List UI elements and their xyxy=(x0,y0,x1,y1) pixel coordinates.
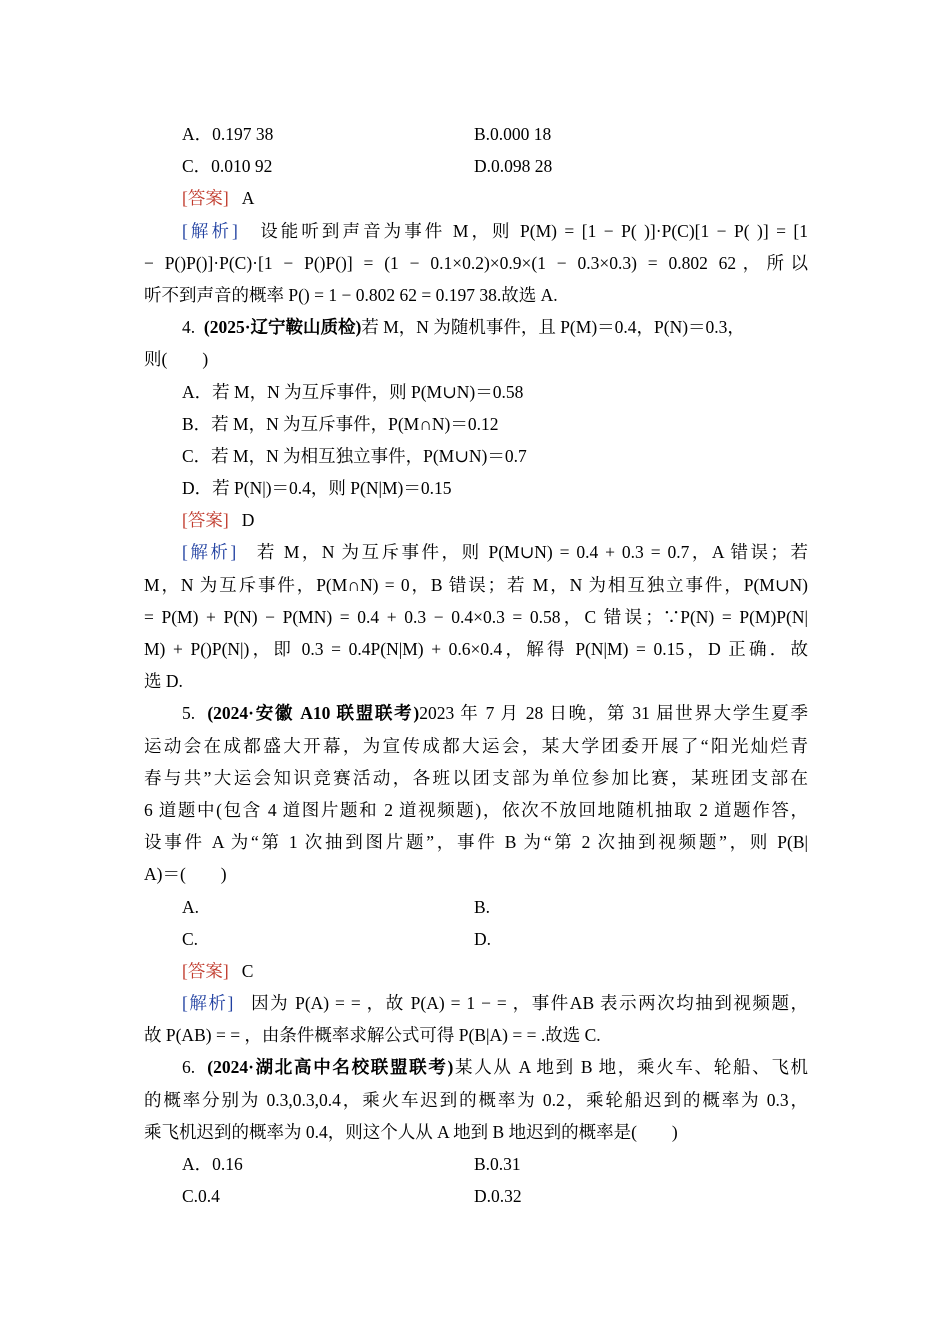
q3-answer xyxy=(144,182,808,214)
q6-stem-line-1 xyxy=(144,1051,808,1083)
q5-stem-line-6: A)＝( ) xyxy=(144,864,227,885)
question-number: 5. xyxy=(182,703,196,724)
q6-options-row-1 xyxy=(144,1148,808,1180)
q5-stem-line-1 xyxy=(144,697,808,729)
answer-tag: [答案] xyxy=(182,510,229,531)
q4-answer xyxy=(144,504,808,536)
q4-option-a: A．若 M，N 为互斥事件，则 P(M∪N)＝0.58 xyxy=(182,381,524,402)
q5-options-row-2 xyxy=(144,923,808,955)
q4-analysis-line-5: 选 D. xyxy=(144,671,183,692)
answer-tag: [答案] xyxy=(182,188,229,209)
question-number: 6. xyxy=(182,1057,196,1078)
q5-options-row-1 xyxy=(144,891,808,923)
question-source: (2024·湖北高中名校联盟联考) xyxy=(207,1057,454,1078)
q5-stem-line-3: 春与共”大运会知识竞赛活动，各班以团支部为单位参加比赛，某班团支部在 xyxy=(144,767,808,788)
question-stem: 2023 年 7 月 28 日晚，第 31 届世界大学生夏季 xyxy=(419,703,809,724)
q6-stem-line-2: 的概率分别为 0.3,0.3,0.4，乘火车迟到的概率为 0.2，乘轮船迟到的概率为 0.3， xyxy=(144,1089,808,1110)
analysis-tag: [解析] xyxy=(182,542,237,563)
q4-analysis-line-3: = P(M) + P(N) − P(MN) = 0.4 + 0.3 − 0.4×0.3 = 0.58，C 错误；∵P(N) = P(M)P(N| xyxy=(144,606,808,627)
question-number: 4. xyxy=(182,317,196,338)
answer-value: A xyxy=(241,188,255,209)
q6-option-b: B.0.31 xyxy=(474,1154,521,1174)
q3-option-c: C．0.010 92 xyxy=(182,156,273,177)
analysis-text: 因为 P(A) = = ，故 P(A) = 1 − = ，事件AB 表示两次均抽到视频题， xyxy=(251,993,809,1014)
q5-option-d: D. xyxy=(474,928,492,949)
analysis-text: 若 M，N 为互斥事件，则 P(M∪N) = 0.4 + 0.3 = 0.7，A 错误；若 xyxy=(256,542,808,563)
q4-option-b: B．若 M，N 为互斥事件，P(M∩N)＝0.12 xyxy=(182,413,499,434)
q6-option-a: A．0.16 xyxy=(182,1154,243,1174)
q3-analysis-line-1 xyxy=(144,215,808,247)
q5-stem-line-5: 设事件 A 为“第 1 次抽到图片题”，事件 B 为“第 2 次抽到视频题”，则 P(B| xyxy=(144,832,808,853)
question-stem: 若 M，N 为随机事件，且 P(M)＝0.4，P(N)＝0.3， xyxy=(361,317,745,338)
q5-stem-line-2: 运动会在成都盛大开幕，为宣传成都大运会，某大学团委开展了“阳光灿烂青 xyxy=(144,735,808,756)
q4-option-d: D．若 P(N|)＝0.4，则 P(N|M)＝0.15 xyxy=(182,478,452,499)
q3-analysis-line-2: − P()P()]·P(C)·[1 − P()P()] = (1 − 0.1×0.2)×0.9×(1 − 0.3×0.3) = 0.802 62，所以 xyxy=(144,252,808,273)
q5-stem-line-4: 6 道题中(包含 4 道图片题和 2 道视频题)，依次不放回地随机抽取 2 道题作答， xyxy=(144,799,808,820)
answer-tag: [答案] xyxy=(182,960,229,981)
q5-analysis-line-2: 故 P(AB) = = ，由条件概率求解公式可得 P(B|A) = = .故选 C. xyxy=(144,1025,601,1046)
q4-stem-line-2: 则( ) xyxy=(144,349,209,370)
q4-analysis-line-4: M) + P()P(N|)，即 0.3 = 0.4P(N|M) + 0.6×0.4，解得 P(N|M) = 0.15，D 正确．故 xyxy=(144,639,808,659)
question-source: (2025·辽宁鞍山质检) xyxy=(203,317,362,338)
q3-option-a: A．0.197 38 xyxy=(182,124,274,144)
answer-value: C xyxy=(241,960,254,981)
q3-analysis-line-3: 听不到声音的概率 P() = 1 − 0.802 62 = 0.197 38.故选 A. xyxy=(144,284,558,305)
q4-analysis-line-1 xyxy=(144,536,808,568)
q3-option-b: B.0.000 18 xyxy=(474,124,552,144)
q6-stem-line-3: 乘飞机迟到的概率为 0.4，则这个人从 A 地到 B 地迟到的概率是( ) xyxy=(144,1121,678,1142)
question-stem: 某人从 A 地到 B 地，乘火车、轮船、飞机 xyxy=(453,1057,809,1078)
q4-analysis-line-2: M，N 为互斥事件，P(M∩N) = 0，B 错误；若 M，N 为相互独立事件，P(M∪N) xyxy=(144,574,808,595)
document-page xyxy=(144,118,808,1212)
q6-option-c: C.0.4 xyxy=(182,1186,220,1207)
analysis-tag: [解析] xyxy=(182,993,234,1014)
q4-option-c: C．若 M，N 为相互独立事件，P(M∪N)＝0.7 xyxy=(182,445,527,466)
analysis-text: 设能听到声音为事件 M，则 P(M) = [1 − P( )]·P(C)[1 − P( )] = [1 xyxy=(260,220,808,241)
analysis-tag: [解析] xyxy=(182,220,238,241)
answer-value: D xyxy=(241,510,255,531)
q5-option-b: B. xyxy=(474,896,491,917)
q5-answer xyxy=(144,955,808,987)
q3-options-row-2 xyxy=(144,150,808,182)
q3-options-row-1 xyxy=(144,118,808,150)
q6-option-d: D.0.32 xyxy=(474,1186,522,1207)
q4-stem-line-1 xyxy=(144,311,808,343)
q5-analysis-line-1 xyxy=(144,987,808,1019)
q3-option-d: D.0.098 28 xyxy=(474,156,553,177)
q5-option-a: A. xyxy=(182,896,200,917)
question-source: (2024·安徽 A10 联盟联考) xyxy=(207,703,420,724)
q6-options-row-2 xyxy=(144,1180,808,1212)
q5-option-c: C. xyxy=(182,928,199,949)
